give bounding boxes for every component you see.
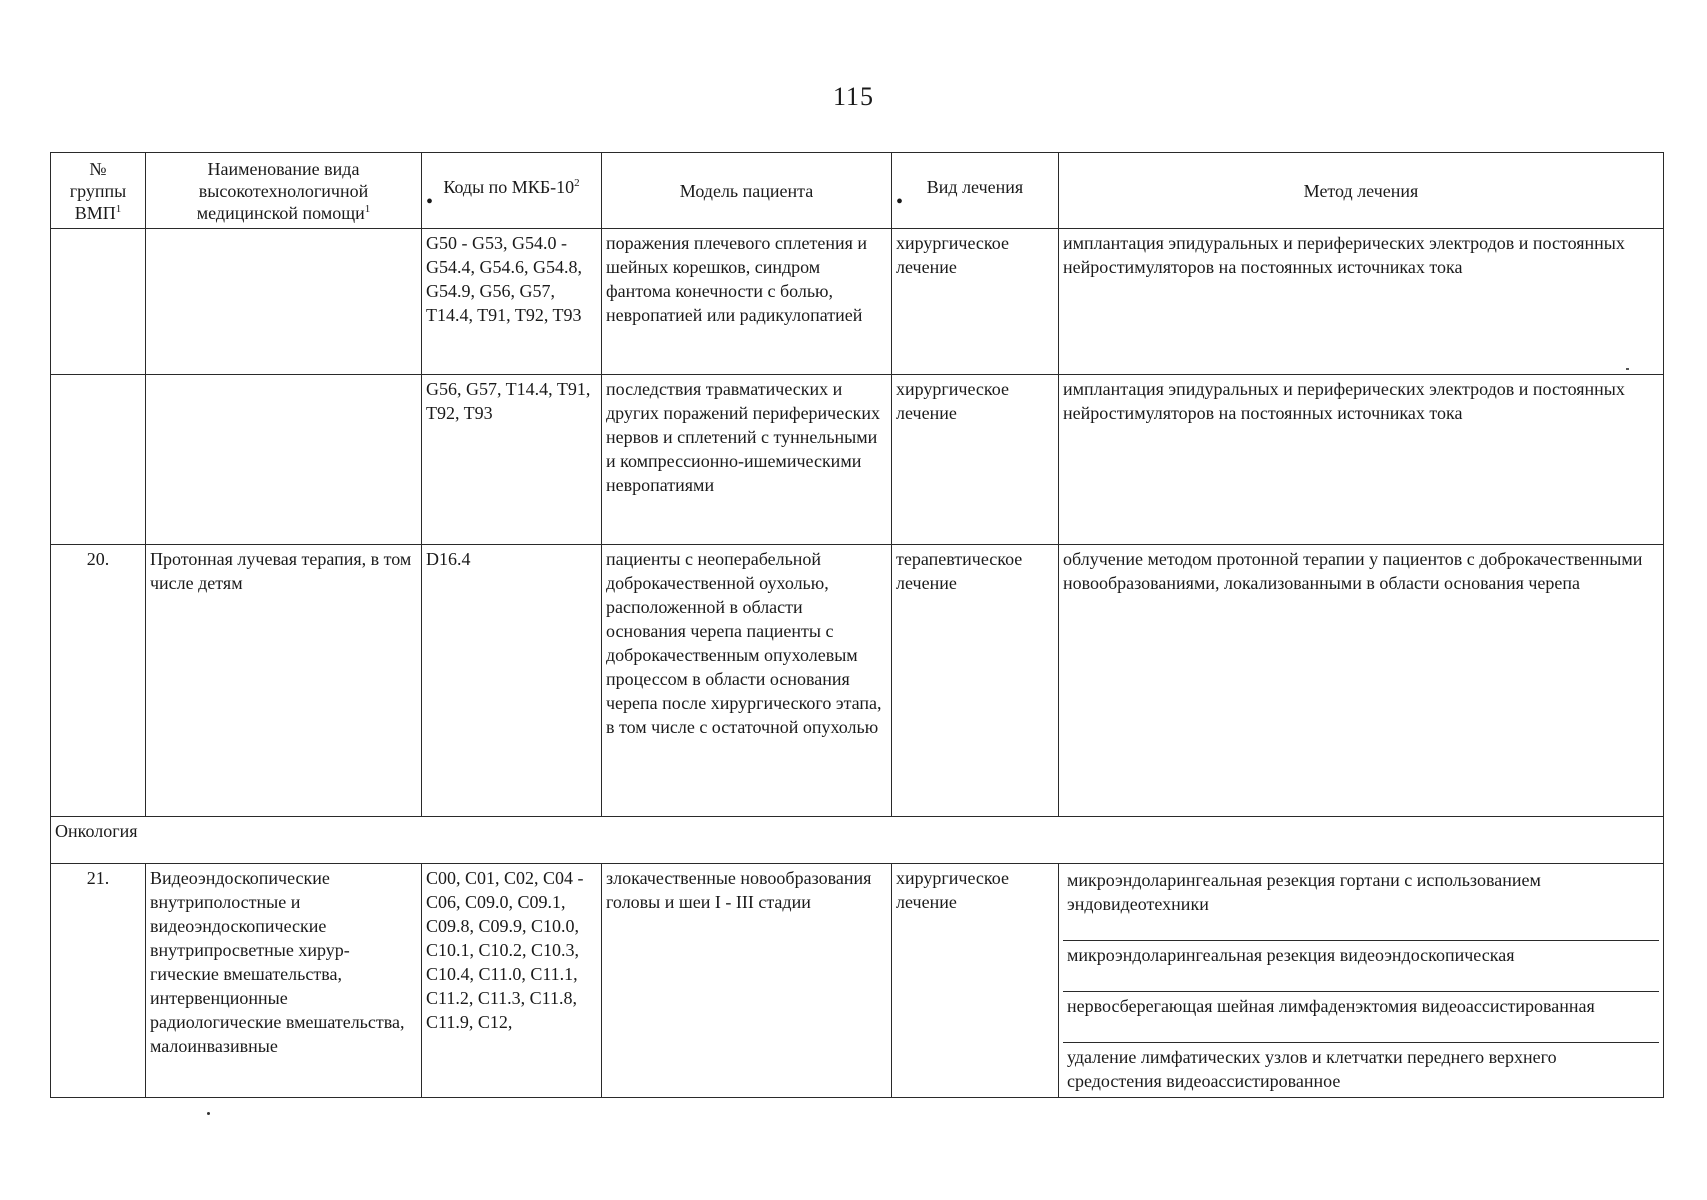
vmp-table [50, 152, 1664, 1098]
table-row [51, 375, 1664, 545]
care-name-cell: Видеоэндоскопические внутриполостные и видеоэндоскопические внутрипросветные хирур-гические вмешательства, интервенционные радиологические вмешательства, малоинвазивные [146, 864, 422, 1098]
care-name-cell [146, 375, 422, 545]
method-item: нервосберегающая шейная лимфаденэктомия видеоассистированная [1063, 992, 1659, 1043]
patient-model-cell: поражения плечевого сплетения и шейных корешков, синдром фантома конечности с болью, невропатией или радикулопатией [602, 229, 892, 375]
scan-speck [1626, 368, 1629, 370]
icd-codes-cell: G50 - G53, G54.0 - G54.4, G54.6, G54.8, G54.9, G56, G57, T14.4, T91, T92, T93 [422, 229, 602, 375]
treatment-type-cell: хирургическое лечение [892, 229, 1059, 375]
treatment-method-cell: имплантация эпидуральных и периферических электродов и постоянных нейростимуляторов на постоянных источниках тока [1059, 375, 1664, 545]
method-item: микроэндоларингеальная резекция видеоэндоскопическая [1063, 941, 1659, 992]
header-group-number: № группы ВМП$^1$ [51, 153, 146, 229]
care-name-cell [146, 229, 422, 375]
table-row [51, 229, 1664, 375]
header-patient-model: Модель пациента [602, 153, 892, 229]
treatment-method-cell: имплантация эпидуральных и периферических электродов и постоянных нейростимуляторов на постоянных источниках тока [1059, 229, 1664, 375]
section-title-oncology: Онкология [51, 817, 1664, 864]
patient-model-cell: пациенты с неоперабельной доброкачественной оухолью, расположенной в области основания черепа пациенты с доброкачественным опухолевым процессом в области основания черепа после хирургического этапа, в том числе с остаточной опухолью [602, 545, 892, 817]
treatment-type-cell: хирургическое лечение [892, 864, 1059, 1098]
header-icd-codes: Коды по МКБ-$10^2$ • [422, 153, 602, 229]
patient-model-cell: злокачественные новообразования головы и шеи I - III стадии [602, 864, 892, 1098]
header-treatment-method: Метод лечения [1059, 153, 1664, 229]
table-row [51, 864, 1664, 1098]
group-number-cell: 20. [51, 545, 146, 817]
group-number-cell: 21. [51, 864, 146, 1098]
icd-codes-cell: D16.4 [422, 545, 602, 817]
table-header-row [51, 153, 1664, 229]
group-number-cell [51, 229, 146, 375]
method-item: микроэндоларингеальная резекция гортани с использованием эндовидеотехники [1063, 866, 1659, 941]
treatment-type-cell: терапевтическое лечение [892, 545, 1059, 817]
treatment-method-cell [1059, 864, 1664, 1098]
care-name-cell: Протонная лучевая терапия, в том числе детям [146, 545, 422, 817]
table-row [51, 545, 1664, 817]
group-number-cell [51, 375, 146, 545]
treatment-type-cell: хирургическое лечение [892, 375, 1059, 545]
method-item: удаление лимфатических узлов и клетчатки переднего верхнего средостения видеоассистированное [1067, 1047, 1557, 1091]
page-number: 115 [832, 82, 875, 111]
icd-codes-cell: G56, G57, T14.4, T91, T92, T93 [422, 375, 602, 545]
icd-codes-cell: C00, C01, C02, C04 - C06, C09.0, C09.1, C09.8, C09.9, C10.0, C10.1, C10.2, C10.3, C10.4, C11.0, C11.1, C11.2, C11.3, C11.8, C11.9, C12, [422, 864, 602, 1098]
section-row [51, 817, 1664, 864]
header-treatment-type: Вид лечения • [892, 153, 1059, 229]
treatment-method-cell: облучение методом протонной терапии у пациентов с доброкачественными новообразованиями, локализованными в области основания черепа [1059, 545, 1664, 817]
header-care-type-name: Наименование вида высокотехнологичной медицинской помощи$^1$ [146, 153, 422, 229]
scan-speck [207, 1112, 210, 1115]
patient-model-cell: последствия травматических и других поражений периферических нервов и сплетений с туннельными и компрессионно-ишемическими невропатиями [602, 375, 892, 545]
